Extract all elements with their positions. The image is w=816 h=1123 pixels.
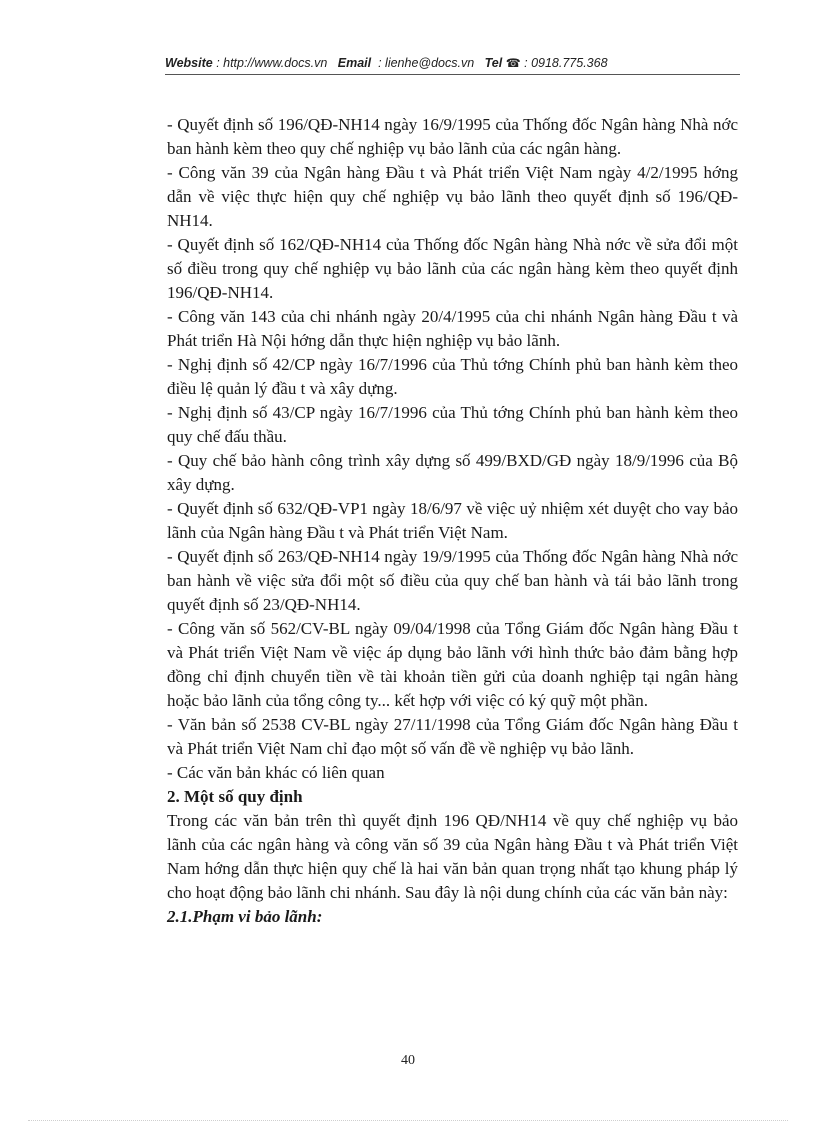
section-paragraph: Trong các văn bản trên thì quyết định 196 QĐ/NH14 về quy chế nghiệp vụ bảo lãnh của các ngân hàng và công văn số 39 của Ngân hàng Đầu t và Phát triển Việt Nam hớng dẫn thực hiện quy chế là hai văn bản quan trọng nhất tạo khung pháp lý cho hoạt động bảo lãnh chi nhánh. Sau đây là nội dung chính của các văn bản này: xyxy=(167,811,738,902)
section-heading: 2. Một số quy định xyxy=(167,787,303,806)
telephone-icon: ☎ xyxy=(505,56,521,70)
page-number: 40 xyxy=(401,1053,415,1068)
website-label: Website xyxy=(165,56,213,70)
list-item: - Quy chế bảo hành công trình xây dựng số 499/BXD/GĐ ngày 18/9/1996 của Bộ xây dựng. xyxy=(167,451,738,494)
list-item: - Các văn bản khác có liên quan xyxy=(167,763,385,782)
document-body xyxy=(167,113,738,929)
list-item: - Công văn 143 của chi nhánh ngày 20/4/1995 của chi nhánh Ngân hàng Đầu t và Phát triển Hà Nội hớng dẫn thực hiện nghiệp vụ bảo lãnh. xyxy=(167,307,738,350)
list-item: - Quyết định số 162/QĐ-NH14 của Thống đốc Ngân hàng Nhà nớc về sửa đổi một số điều trong quy chế nghiệp vụ bảo lãnh của các ngân hàng kèm theo quyết định 196/QĐ-NH14. xyxy=(167,235,738,302)
list-item: - Nghị định số 42/CP ngày 16/7/1996 của Thủ tớng Chính phủ ban hành kèm theo điều lệ quản lý đầu t và xây dựng. xyxy=(167,355,738,398)
list-item: - Công văn 39 của Ngân hàng Đầu t và Phát triển Việt Nam ngày 4/2/1995 hớng dẫn về việc thực hiện quy chế nghiệp vụ bảo lãnh theo quyết định số 196/QĐ-NH14. xyxy=(167,163,738,230)
email-label: Email xyxy=(337,56,372,70)
page-header xyxy=(165,56,740,75)
subsection-heading: 2.1.Phạm vi bảo lãnh: xyxy=(167,907,323,926)
list-item: - Công văn số 562/CV-BL ngày 09/04/1998 của Tổng Giám đốc Ngân hàng Đầu t và Phát triển Việt Nam về việc áp dụng bảo lãnh với hình thức bảo đảm bằng hợp đồng chỉ định chuyển tiền về tài khoản tiền gửi của doanh nghiệp tại ngân hàng hoặc bảo lãnh của tổng công ty... kết hợp với việc có ký quỹ một phần. xyxy=(167,619,738,710)
website-value[interactable]: : http://www.docs.vn xyxy=(216,56,328,70)
list-item: - Quyết định số 263/QĐ-NH14 ngày 19/9/1995 của Thống đốc Ngân hàng Nhà nớc ban hành về việc sửa đổi một số điều của quy chế ban hành và tái bảo lãnh trong quyết định số 23/QĐ-NH14. xyxy=(167,547,738,614)
tel-value: : 0918.775.368 xyxy=(524,56,608,70)
tel-label: Tel xyxy=(484,56,503,70)
list-item: - Quyết định số 196/QĐ-NH14 ngày 16/9/1995 của Thống đốc Ngân hàng Nhà nớc ban hành kèm theo quy chế nghiệp vụ bảo lãnh của các ngân hàng. xyxy=(167,115,738,158)
list-item: - Quyết định số 632/QĐ-VP1 ngày 18/6/97 về việc uỷ nhiệm xét duyệt cho vay bảo lãnh của Ngân hàng Đầu t và Phát triển Việt Nam. xyxy=(167,499,738,542)
email-value[interactable]: : lienhe@docs.vn xyxy=(378,56,475,70)
list-item: - Văn bản số 2538 CV-BL ngày 27/11/1998 của Tổng Giám đốc Ngân hàng Đầu t và Phát triển Việt Nam chỉ đạo một số vấn đề về nghiệp vụ bảo lãnh. xyxy=(167,715,738,758)
list-item: - Nghị định số 43/CP ngày 16/7/1996 của Thủ tớng Chính phủ ban hành kèm theo quy chế đấu thầu. xyxy=(167,403,738,446)
page-bottom-border xyxy=(28,1120,788,1121)
